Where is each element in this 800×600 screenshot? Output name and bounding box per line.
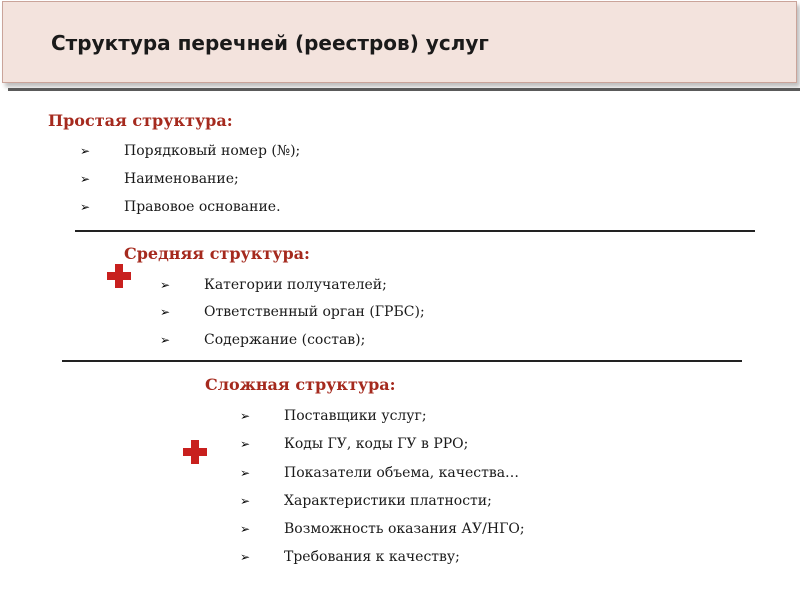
bullet-arrow-icon: ➢ — [240, 550, 251, 564]
list-item: ➢ Порядковый номер (№); — [80, 143, 301, 159]
list-item: ➢ Возможность оказания АУ/НГО; — [240, 521, 525, 537]
complex-structure-heading: Сложная структура: — [205, 375, 396, 394]
list-item: ➢ Категории получателей; — [160, 277, 387, 293]
bullet-arrow-icon: ➢ — [80, 144, 91, 158]
list-item: ➢ Поставщики услуг; — [240, 408, 427, 424]
section-divider — [62, 360, 742, 362]
slide-title: Структура перечней (реестров) услуг — [51, 31, 489, 55]
list-item: ➢ Правовое основание. — [80, 199, 281, 215]
bullet-arrow-icon: ➢ — [240, 409, 251, 423]
plus-icon — [107, 264, 131, 288]
list-item: ➢ Требования к качеству; — [240, 549, 460, 565]
list-item: ➢ Содержание (состав); — [160, 332, 366, 348]
plus-icon — [183, 440, 207, 464]
medium-structure-heading: Средняя структура: — [124, 244, 310, 263]
bullet-arrow-icon: ➢ — [160, 305, 171, 319]
list-item: ➢ Характеристики платности; — [240, 493, 492, 509]
bullet-arrow-icon: ➢ — [160, 278, 171, 292]
list-item: ➢ Показатели объема, качества… — [240, 465, 520, 481]
list-item: ➢ Коды ГУ, коды ГУ в РРО; — [240, 436, 469, 452]
bullet-arrow-icon: ➢ — [80, 172, 91, 186]
bullet-arrow-icon: ➢ — [240, 466, 251, 480]
bullet-arrow-icon: ➢ — [240, 437, 251, 451]
simple-structure-heading: Простая структура: — [48, 111, 233, 130]
title-banner — [2, 1, 797, 83]
list-item: ➢ Ответственный орган (ГРБС); — [160, 304, 425, 320]
bullet-arrow-icon: ➢ — [160, 333, 171, 347]
bullet-arrow-icon: ➢ — [240, 522, 251, 536]
title-underline — [8, 88, 800, 91]
bullet-arrow-icon: ➢ — [80, 200, 91, 214]
list-item: ➢ Наименование; — [80, 171, 239, 187]
bullet-arrow-icon: ➢ — [240, 494, 251, 508]
section-divider — [75, 230, 755, 232]
